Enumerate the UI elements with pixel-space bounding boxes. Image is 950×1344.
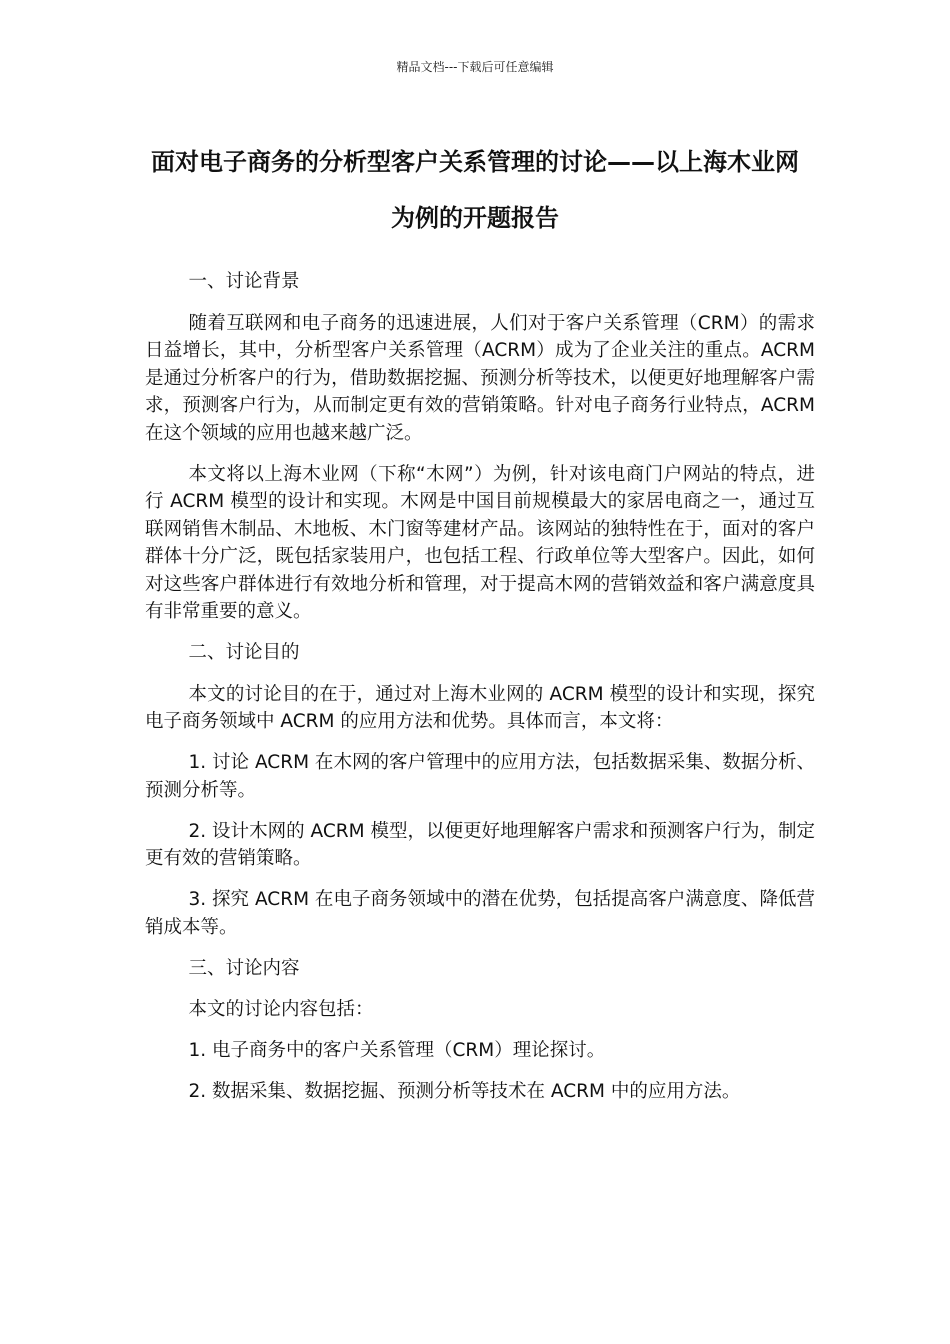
paragraph: 随着互联网和电子商务的迅速进展，人们对于客户关系管理（CRM）的需求日益增长，其中，分析型客户关系管理（ACRM）成为了企业关注的重点。ACRM 是通过分析客户的行为，借助数据挖掘、预测分析等技术，以便更好地理解客户需求，预测客户行为，从而制定更有效的营销策略。针对电子商务行业特点，ACRM 在这个领域的应用也越来越广泛。: [145, 312, 815, 444]
list-item: 1. 电子商务中的客户关系管理（CRM）理论探讨。: [188, 1040, 606, 1061]
paragraph: 本文将以上海木业网（下称“木网”）为例，针对该电商门户网站的特点，进行 ACRM 模型的设计和实现。木网是中国目前规模最大的家居电商之一，通过互联网销售木制品、木地板、木门窗等建材产品。该网站的独特性在于，面对的客户群体十分广泛，既包括家装用户，也包括工程、行政单位等大型客户。因此，如何对这些客户群体进行有效地分析和管理，对于提高木网的营销效益和客户满意度具有非常重要的意义。: [145, 463, 815, 622]
paragraph: 本文的讨论内容包括：: [188, 999, 374, 1020]
list-item: 3. 探究 ACRM 在电子商务领域中的潜在优势，包括提高客户满意度、降低营销成本等。: [145, 889, 815, 938]
list-item: 2. 设计木网的 ACRM 模型，以便更好地理解客户需求和预测客户行为，制定更有效的营销策略。: [145, 820, 815, 869]
document-title: 面对电子商务的分析型客户关系管理的讨论——以上海木业网为例的开题报告: [151, 148, 799, 232]
list-item: 2. 数据采集、数据挖掘、预测分析等技术在 ACRM 中的应用方法。: [188, 1081, 741, 1102]
document-body: [145, 268, 815, 1119]
section-heading: 三、讨论内容: [188, 957, 300, 979]
list-item: 1. 讨论 ACRM 在木网的客户管理中的应用方法，包括数据采集、数据分析、预测分析等。: [145, 752, 815, 801]
header-note: 精品文档---下载后可任意编辑: [396, 60, 554, 74]
section-heading: 一、讨论背景: [188, 271, 300, 292]
paragraph: 本文的讨论目的在于，通过对上海木业网的 ACRM 模型的设计和实现，探究电子商务领域中 ACRM 的应用方法和优势。具体而言，本文将：: [145, 683, 815, 732]
section-heading: 二、讨论目的: [188, 642, 300, 663]
